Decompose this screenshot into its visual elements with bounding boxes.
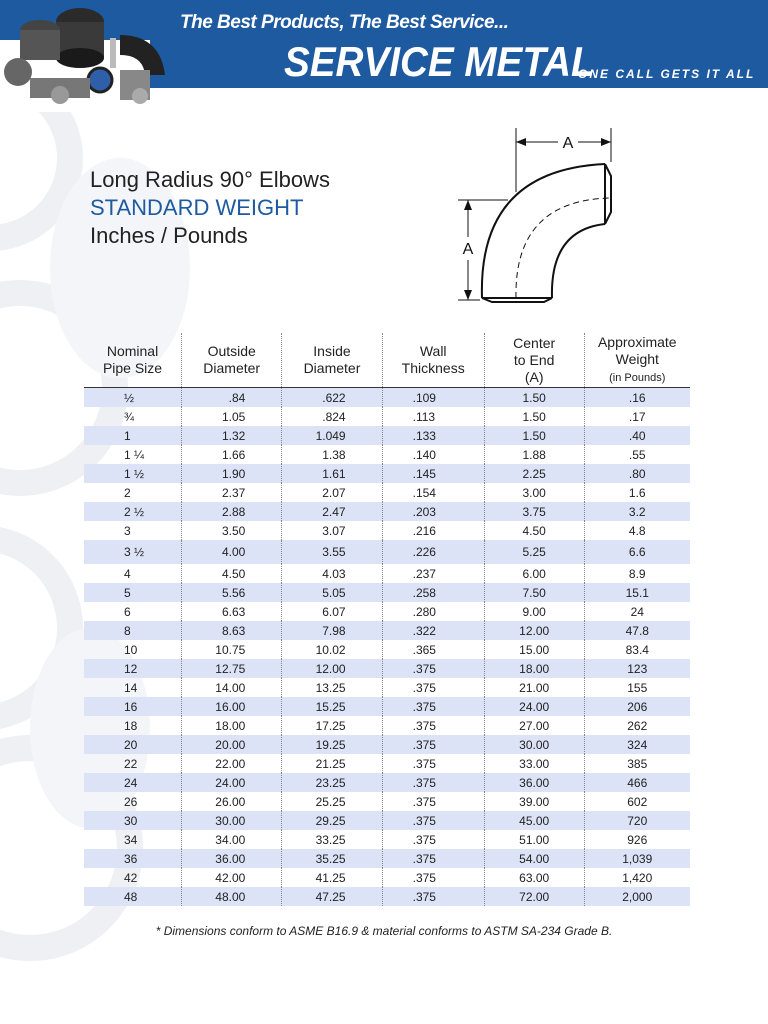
cell-wall-thickness: .109 (382, 388, 484, 408)
cell-inside-diameter: .622 (282, 388, 382, 408)
elbow-spec-table (84, 333, 690, 906)
table-row (84, 621, 690, 640)
cell-center-to-end: 2.25 (484, 464, 584, 483)
cell-center-to-end: 63.00 (484, 868, 584, 887)
cell-inside-diameter: 25.25 (282, 792, 382, 811)
cell-nominal-size: 4 (124, 566, 131, 581)
cell-center-to-end: 24.00 (484, 697, 584, 716)
cell-inside-diameter: 19.25 (282, 735, 382, 754)
cell-outside-diameter: 1.90 (182, 464, 282, 483)
cell-inside-diameter: 12.00 (282, 659, 382, 678)
cell-approx-weight: 720 (584, 811, 690, 830)
cell-nominal-size: 5 (84, 583, 182, 602)
cell-nominal-size: 24 (84, 773, 182, 792)
cell-outside-diameter: 5.56 (182, 583, 282, 602)
header-banner (0, 0, 768, 88)
cell-outside-diameter: 34.00 (182, 830, 282, 849)
cell-outside-diameter: 36.00 (182, 849, 282, 868)
cell-center-to-end: 3.75 (484, 502, 584, 521)
cell-nominal-size: 1 (84, 426, 182, 445)
cell-approx-weight: 385 (584, 754, 690, 773)
header-units-note: (in Pounds) (609, 371, 666, 384)
cell-center-to-end: 6.00 (484, 564, 584, 583)
cell-approx-weight: 24 (584, 602, 690, 621)
cell-nominal-size: 16 (84, 697, 182, 716)
cell-inside-diameter: 10.02 (282, 640, 382, 659)
cell-center-to-end: 12.00 (484, 621, 584, 640)
cell-inside-diameter: 35.25 (282, 849, 382, 868)
cell-outside-diameter: 30.00 (182, 811, 282, 830)
top-dimension-label: A (562, 135, 574, 152)
table-row (84, 754, 690, 773)
header-line: Nominal (106, 343, 159, 359)
cell-center-to-end: 15.00 (484, 640, 584, 659)
header-line: to End (513, 351, 555, 368)
cell-approx-weight: 123 (584, 659, 690, 678)
col-header-nominal-size (84, 333, 182, 388)
col-header-outside-diameter (182, 333, 282, 388)
cell-inside-diameter: .824 (282, 407, 382, 426)
cell-approx-weight: .17 (584, 407, 690, 426)
cell-approx-weight: 262 (584, 716, 690, 735)
cell-wall-thickness: .216 (382, 521, 484, 540)
cell-wall-thickness: .375 (382, 830, 484, 849)
table-row (84, 849, 690, 868)
table-row (84, 521, 690, 540)
header-line: Outside (207, 343, 256, 359)
cell-outside-diameter: 16.00 (182, 697, 282, 716)
cell-inside-diameter: 29.25 (282, 811, 382, 830)
cell-wall-thickness: .375 (382, 735, 484, 754)
pipe-fittings-photo (0, 0, 180, 112)
table-row (84, 811, 690, 830)
table-row (84, 735, 690, 754)
cell-nominal-size: 18 (124, 718, 138, 733)
cell-approx-weight: 2,000 (584, 887, 690, 906)
cell-wall-thickness: .375 (382, 868, 484, 887)
cell-inside-diameter: 15.25 (282, 697, 382, 716)
cell-inside-diameter: 4.03 (282, 564, 382, 583)
elbow-dimension-diagram (448, 122, 628, 312)
table-row (84, 830, 690, 849)
cell-inside-diameter: 17.25 (282, 716, 382, 735)
cell-outside-diameter: 1.05 (182, 407, 282, 426)
cell-wall-thickness: .375 (382, 773, 484, 792)
cell-approx-weight: 1,420 (584, 868, 690, 887)
cell-outside-diameter: 3.50 (182, 521, 282, 540)
header-tagline: The Best Products, The Best Service... (180, 12, 509, 33)
table-row (84, 640, 690, 659)
cell-approx-weight: 1.6 (584, 483, 690, 502)
cell-wall-thickness: .375 (382, 678, 484, 697)
cell-inside-diameter: 2.07 (282, 483, 382, 502)
table-row (84, 445, 690, 464)
cell-nominal-size: 8 (84, 621, 182, 640)
table-row (84, 483, 690, 502)
cell-nominal-size: 2 (124, 485, 131, 500)
header-line: Pipe Size (102, 360, 163, 376)
cell-wall-thickness: .375 (382, 887, 484, 906)
cell-nominal-size: 3 ½ (84, 540, 182, 564)
cell-outside-diameter: 2.88 (182, 502, 282, 521)
cell-wall-thickness: .375 (382, 849, 484, 868)
cell-center-to-end: 1.50 (484, 407, 584, 426)
cell-center-to-end: 54.00 (484, 849, 584, 868)
table-row (84, 388, 690, 408)
table-row (84, 464, 690, 483)
cell-inside-diameter: 33.25 (282, 830, 382, 849)
header-line: Diameter (303, 360, 361, 376)
table-row (84, 502, 690, 521)
cell-outside-diameter: 12.75 (182, 659, 282, 678)
cell-inside-diameter: 13.25 (282, 678, 382, 697)
header-line: Approximate (597, 333, 677, 350)
cell-wall-thickness: .375 (382, 697, 484, 716)
cell-nominal-size: 48 (84, 887, 182, 906)
cell-center-to-end: 3.00 (484, 483, 584, 502)
cell-approx-weight: 4.8 (584, 521, 690, 540)
cell-nominal-size: 14 (124, 680, 138, 695)
header-line: (A) (524, 368, 544, 385)
table-row (84, 868, 690, 887)
cell-approx-weight: .16 (584, 388, 690, 408)
header-line: Diameter (203, 360, 261, 376)
cell-inside-diameter: 2.47 (282, 502, 382, 521)
cell-wall-thickness: .365 (382, 640, 484, 659)
cell-wall-thickness: .154 (382, 483, 484, 502)
header-slogan: ONE CALL GETS IT ALL (578, 67, 756, 81)
cell-wall-thickness: .322 (382, 621, 484, 640)
cell-outside-diameter: 10.75 (182, 640, 282, 659)
cell-approx-weight: 155 (584, 678, 690, 697)
cell-outside-diameter: 1.66 (182, 445, 282, 464)
cell-approx-weight: 206 (584, 697, 690, 716)
cell-wall-thickness: .375 (382, 716, 484, 735)
cell-nominal-size: 3 (124, 523, 131, 538)
title-weight-class: STANDARD WEIGHT (90, 195, 304, 220)
cell-outside-diameter: 8.63 (182, 621, 282, 640)
table-header-row (84, 333, 690, 388)
col-header-center-to-end (484, 333, 584, 388)
cell-wall-thickness: .375 (382, 811, 484, 830)
cell-wall-thickness: .237 (382, 564, 484, 583)
table-row (84, 678, 690, 697)
cell-center-to-end: 1.50 (484, 426, 584, 445)
col-header-inside-diameter (282, 333, 382, 388)
cell-approx-weight: 3.2 (584, 502, 690, 521)
table-row (84, 716, 690, 735)
title-product: Long Radius 90° Elbows (90, 167, 330, 192)
cell-nominal-size: 42 (124, 870, 138, 885)
cell-wall-thickness: .113 (382, 407, 484, 426)
header-line: Weight (615, 350, 659, 367)
title-units: Inches / Pounds (90, 223, 248, 248)
table-row (84, 792, 690, 811)
cell-nominal-size: 20 (84, 735, 182, 754)
cell-nominal-size: 1 ½ (84, 464, 182, 483)
cell-center-to-end: 18.00 (484, 659, 584, 678)
cell-outside-diameter: 1.32 (182, 426, 282, 445)
brand-logo-text: SERVICE METAL (284, 38, 595, 85)
cell-nominal-size: 10 (124, 642, 138, 657)
col-header-approx-weight (584, 333, 690, 388)
cell-inside-diameter: 23.25 (282, 773, 382, 792)
cell-outside-diameter: 20.00 (182, 735, 282, 754)
cell-wall-thickness: .375 (382, 754, 484, 773)
cell-approx-weight: 83.4 (584, 640, 690, 659)
cell-center-to-end: 7.50 (484, 583, 584, 602)
cell-nominal-size: 2 ½ (84, 502, 182, 521)
cell-outside-diameter: 48.00 (182, 887, 282, 906)
header-line: Inside (313, 343, 351, 359)
cell-approx-weight: 324 (584, 735, 690, 754)
table-row (84, 426, 690, 445)
cell-wall-thickness: .203 (382, 502, 484, 521)
cell-approx-weight: .80 (584, 464, 690, 483)
cell-inside-diameter: 41.25 (282, 868, 382, 887)
cell-center-to-end: 51.00 (484, 830, 584, 849)
cell-inside-diameter: 47.25 (282, 887, 382, 906)
footnote: * Dimensions conform to ASME B16.9 & material conforms to ASTM SA-234 Grade B. (155, 924, 613, 938)
table-row (84, 659, 690, 678)
table-row (84, 773, 690, 792)
cell-inside-diameter: 1.38 (282, 445, 382, 464)
cell-wall-thickness: .145 (382, 464, 484, 483)
page-title (90, 166, 330, 250)
cell-center-to-end: 4.50 (484, 521, 584, 540)
cell-inside-diameter: 3.55 (282, 540, 382, 564)
header-line: Thickness (401, 360, 465, 376)
cell-center-to-end: 21.00 (484, 678, 584, 697)
table-row (84, 602, 690, 621)
cell-approx-weight: .40 (584, 426, 690, 445)
table-row (84, 564, 690, 583)
cell-nominal-size: 30 (84, 811, 182, 830)
cell-outside-diameter: 26.00 (182, 792, 282, 811)
cell-outside-diameter: 2.37 (182, 483, 282, 502)
cell-nominal-size: 36 (84, 849, 182, 868)
cell-wall-thickness: .133 (382, 426, 484, 445)
cell-approx-weight: 47.8 (584, 621, 690, 640)
cell-inside-diameter: 3.07 (282, 521, 382, 540)
cell-inside-diameter: 1.61 (282, 464, 382, 483)
cell-outside-diameter: 42.00 (182, 868, 282, 887)
table-body (84, 388, 690, 907)
cell-center-to-end: 9.00 (484, 602, 584, 621)
cell-approx-weight: 15.1 (584, 583, 690, 602)
cell-inside-diameter: 21.25 (282, 754, 382, 773)
cell-center-to-end: 27.00 (484, 716, 584, 735)
cell-approx-weight: .55 (584, 445, 690, 464)
table-row (84, 583, 690, 602)
cell-center-to-end: 72.00 (484, 887, 584, 906)
cell-nominal-size: ¾ (124, 409, 135, 424)
cell-inside-diameter: 5.05 (282, 583, 382, 602)
cell-wall-thickness: .140 (382, 445, 484, 464)
cell-center-to-end: 1.50 (484, 388, 584, 408)
cell-nominal-size: ½ (84, 388, 182, 408)
cell-inside-diameter: 6.07 (282, 602, 382, 621)
header-line: Wall (419, 343, 447, 359)
cell-nominal-size: 1 ¼ (124, 447, 145, 462)
cell-outside-diameter: 14.00 (182, 678, 282, 697)
cell-outside-diameter: 4.00 (182, 540, 282, 564)
cell-nominal-size: 12 (84, 659, 182, 678)
cell-nominal-size: 6 (124, 604, 131, 619)
cell-center-to-end: 1.88 (484, 445, 584, 464)
cell-nominal-size: 34 (124, 832, 138, 847)
cell-approx-weight: 602 (584, 792, 690, 811)
header-line: Center (513, 334, 556, 351)
table-row (84, 697, 690, 716)
cell-outside-diameter: .84 (182, 388, 282, 408)
cell-approx-weight: 1,039 (584, 849, 690, 868)
cell-outside-diameter: 6.63 (182, 602, 282, 621)
cell-approx-weight: 6.6 (584, 540, 690, 564)
table-row (84, 407, 690, 426)
cell-center-to-end: 39.00 (484, 792, 584, 811)
cell-approx-weight: 926 (584, 830, 690, 849)
side-dimension-label: A (462, 241, 474, 258)
cell-approx-weight: 466 (584, 773, 690, 792)
table-row (84, 887, 690, 906)
cell-wall-thickness: .258 (382, 583, 484, 602)
cell-wall-thickness: .375 (382, 792, 484, 811)
cell-center-to-end: 36.00 (484, 773, 584, 792)
cell-wall-thickness: .280 (382, 602, 484, 621)
cell-outside-diameter: 24.00 (182, 773, 282, 792)
cell-inside-diameter: 7.98 (282, 621, 382, 640)
cell-nominal-size: 22 (124, 756, 138, 771)
cell-outside-diameter: 22.00 (182, 754, 282, 773)
cell-center-to-end: 30.00 (484, 735, 584, 754)
cell-inside-diameter: 1.049 (282, 426, 382, 445)
cell-outside-diameter: 4.50 (182, 564, 282, 583)
cell-center-to-end: 33.00 (484, 754, 584, 773)
cell-approx-weight: 8.9 (584, 564, 690, 583)
cell-nominal-size: 26 (124, 794, 138, 809)
cell-center-to-end: 45.00 (484, 811, 584, 830)
cell-outside-diameter: 18.00 (182, 716, 282, 735)
table-row (84, 540, 690, 564)
cell-wall-thickness: .375 (382, 659, 484, 678)
col-header-wall-thickness (382, 333, 484, 388)
cell-wall-thickness: .226 (382, 540, 484, 564)
cell-center-to-end: 5.25 (484, 540, 584, 564)
